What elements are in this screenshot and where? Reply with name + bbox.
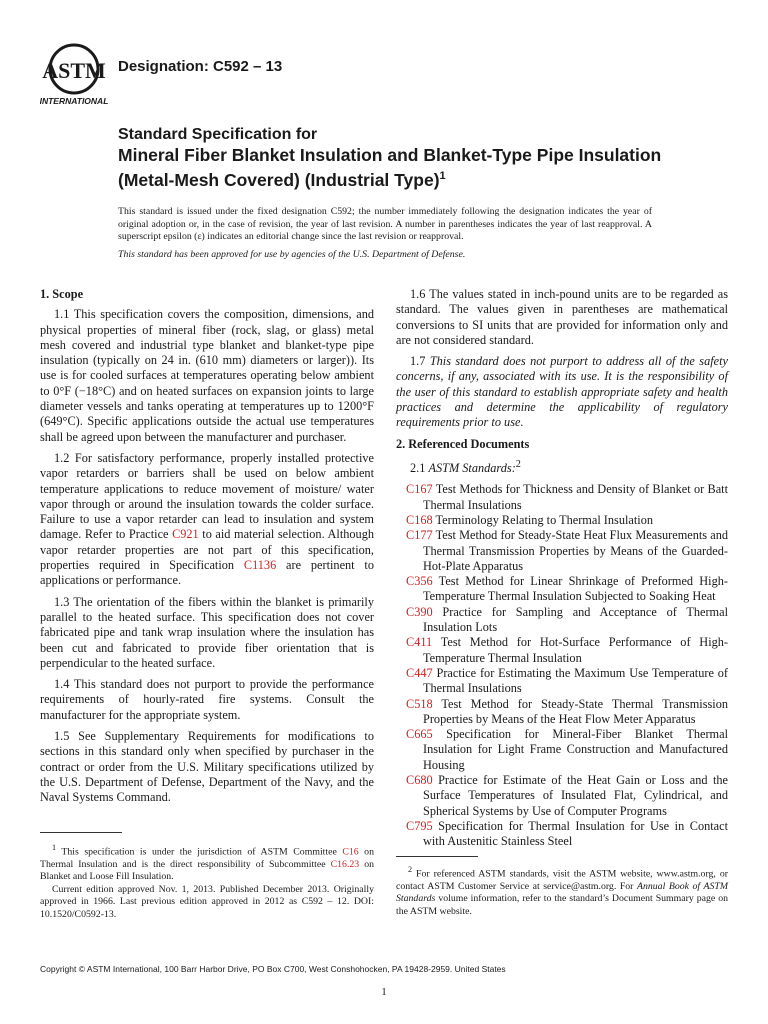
astm-standards-subheading <box>396 457 728 476</box>
standard-title: Test Methods for Thickness and Density of Blanket or Batt Thermal Insulations <box>423 482 728 512</box>
standard-title: Test Method for Steady-State Thermal Transmission Properties by Means of the Heat Flow Meter Apparatus <box>423 696 728 726</box>
referenced-documents-heading: 2. Referenced Documents <box>396 436 530 451</box>
designation: Designation: C592 – 13 <box>118 58 283 75</box>
logo-subtext: INTERNATIONAL <box>40 96 109 106</box>
standard-code-link[interactable]: C411 <box>406 635 433 650</box>
standard-list-item <box>396 513 728 528</box>
title-line-1: Standard Specification for <box>118 126 318 143</box>
link-c1136[interactable]: C1136 <box>243 558 277 573</box>
link-c16-23[interactable]: C16.23 <box>330 858 360 870</box>
footnote-1-text <box>40 842 374 884</box>
standard-code-link[interactable]: C168 <box>406 512 433 527</box>
paragraph-1-5: 1.5 See Supplementary Requirements for modifications to sections in this standard only when specified by purchaser in the contract or order from the U.S. Military specifications utilized by the U.S. Department of Defense, Department of the Navy, and the Naval Systems Command. <box>40 729 374 805</box>
footnote-1-mark: 1 <box>52 843 57 852</box>
paragraph-1-3: 1.3 The orientation of the fibers within the blanket is primarily parallel to the heated surface. This specification does not cover fabricated pipe and tank wrap insulation where the insulation has been cut and fabricated to provide fiber orientation that is perpendicular to the heated surface. <box>40 594 374 670</box>
footnote-1-text-a: This specification is under the jurisdiction of ASTM Committee <box>56 846 343 858</box>
paragraph-1-7-text: This standard does not purport to address all of the safety concerns, if any, associated with its use. It is the responsibility of the user of this standard to establish appropriate safety and health practices and determine the applicability of regulatory requirements prior to use. <box>396 354 728 430</box>
standard-code-link[interactable]: C447 <box>406 665 433 680</box>
standard-code-link[interactable]: C795 <box>406 818 433 833</box>
paragraph-1-4: 1.4 This standard does not purport to provide the performance requirements of hourly-rated fire systems. Consult the manufacturer for the appropriate system. <box>40 677 374 722</box>
standard-list-item <box>396 697 728 728</box>
standard-title: Test Method for Linear Shrinkage of Preformed High-Temperature Thermal Insulation Subjected to Soaking Heat <box>423 574 728 604</box>
footnote-2-text-b: volume information, refer to the standard’s Document Summary page on the ASTM website. <box>396 893 728 917</box>
paragraph-1-7 <box>396 354 728 430</box>
referenced-standards-list <box>396 482 728 849</box>
footnote-rule-right <box>396 856 478 857</box>
standard-title: Test Method for Hot-Surface Performance of High-Temperature Thermal Insulation <box>423 635 728 665</box>
subheading-number: 2.1 <box>410 461 429 476</box>
footnote-1-text-c: on Blanket and Loose Fill Insulation. <box>40 858 375 883</box>
subheading-label: ASTM Standards: <box>428 461 516 476</box>
document-title <box>118 124 718 191</box>
title-line-2: Mineral Fiber Blanket Insulation and Blanket-Type Pipe Insulation (Metal-Mesh Covered) (Industrial Type) <box>118 145 662 190</box>
standard-code-link[interactable]: C356 <box>406 574 433 589</box>
issue-note: This standard is issued under the fixed designation C592; the number immediately following the designation indicates the year of original adoption or, in the case of revision, the year of last revision. A number in parentheses indicates the year of last reapproval. A superscript epsilon (ε) indicates an editorial change since the last revision or reapproval. <box>118 206 652 242</box>
standard-code-link[interactable]: C177 <box>406 528 433 543</box>
standard-list-item <box>396 482 728 513</box>
standard-list-item <box>396 528 728 574</box>
astm-logo <box>40 42 112 108</box>
standard-title: Practice for Estimate of the Heat Gain or Loss and the Surface Temperatures of Insulated Flat, Cylindrical, and Spherical Systems by Use of Computer Programs <box>423 773 728 818</box>
dod-approval-note: This standard has been approved for use by agencies of the U.S. Department of Defense. <box>118 249 466 260</box>
standard-code-link[interactable]: C167 <box>406 482 433 497</box>
link-c16[interactable]: C16 <box>342 846 359 858</box>
page-number: 1 <box>381 986 387 998</box>
left-column <box>40 287 374 812</box>
paragraph-1-1: 1.1 This specification covers the composition, dimensions, and physical properties of mineral fiber (rock, slag, or glass) metal mesh covered and industrial type blanket and blanket-type pipe insulation (typically on 24 in. (610 mm) diameters or larger)). Its use is for cooled surfaces at temperatures operating below ambient to 0°F (−18°C) and on heated surfaces on expansion joints to large diameter vessels and tanks operating at temperatures up to 1200°F (649°C). Specific applications outside the actual use temperatures shall be agreed upon between the manufacturer and purchaser. <box>40 307 374 444</box>
standard-code-link[interactable]: C680 <box>406 773 433 787</box>
standard-title: Practice for Sampling and Acceptance of Thermal Insulation Lots <box>423 604 728 635</box>
standard-title: Practice for Estimating the Maximum Use Temperature of Thermal Insulations <box>423 665 728 696</box>
standard-list-item <box>396 819 728 850</box>
standard-list-item <box>396 666 728 697</box>
standard-title: Test Method for Steady-State Heat Flux Measurements and Thermal Transmission Properties by Means of the Guarded-Hot-Plate Apparatus <box>423 528 728 573</box>
standard-code-link[interactable]: C518 <box>406 696 433 711</box>
footnote-1-text-b: on Thermal Insulation and is the direct responsibility of Subcommittee <box>40 846 374 870</box>
standard-list-item <box>396 605 728 636</box>
link-c921[interactable]: C921 <box>172 527 199 542</box>
paragraph-1-2-text-a: 1.2 For satisfactory performance, properly installed protective vapor retarders or barriers shall be used on below ambient temperature applications to reduce movement of moisture/ water vapor through or around the insulation towards the colder surface. Failure to use a vapor retarder can lead to insulation and system damage. Refer to Practice <box>40 450 374 542</box>
scope-heading: 1. Scope <box>40 287 84 301</box>
paragraph-1-6: 1.6 The values stated in inch-pound units are to be regarded as standard. The values given in parentheses are mathematical conversions to SI units that are provided for information only and are not considered standard. <box>396 287 728 347</box>
standard-list-item <box>396 635 728 666</box>
paragraph-1-7-number: 1.7 <box>410 354 430 369</box>
footnote-2-text <box>396 864 728 918</box>
footnote-2-italic: Annual Book of ASTM Standards <box>396 880 729 905</box>
standard-code-link[interactable]: C390 <box>406 604 433 619</box>
standard-list-item <box>396 773 728 819</box>
standard-list-item <box>396 574 728 605</box>
standard-list-item <box>396 727 728 773</box>
logo-text: ASTM <box>42 58 106 83</box>
paragraph-1-2 <box>40 451 374 589</box>
footnote-1 <box>40 842 374 921</box>
footnote-2-mark: 2 <box>408 865 413 874</box>
footnote-rule-left <box>40 832 122 833</box>
right-column <box>396 287 728 849</box>
paragraph-1-2-text-b: to aid material selection. Although vapor retarder properties are not part of this specification, properties required in Specification <box>40 527 374 573</box>
footnote-2-text-a: For referenced ASTM standards, visit the ASTM website, www.astm.org, or contact ASTM Customer Service at service@astm.org. For <box>396 868 728 892</box>
standard-code-link[interactable]: C665 <box>406 727 433 742</box>
footnote-1-edition: Current edition approved Nov. 1, 2013. Published December 2013. Originally approved in 1966. Last previous edition approved in 2012 as C592 – 12. DOI: 10.1520/C0592-13. <box>40 883 374 920</box>
footnote-2 <box>396 864 728 918</box>
subheading-footnote-mark[interactable]: 2 <box>515 458 521 470</box>
title-footnote-mark[interactable]: 1 <box>439 170 446 182</box>
standard-title: Specification for Mineral-Fiber Blanket Thermal Insulation for Light Frame Construction and Manufactured Housing <box>423 727 728 772</box>
standard-title: Specification for Thermal Insulation for Use in Contact with Austenitic Stainless Steel <box>423 818 728 849</box>
standard-title: Terminology Relating to Thermal Insulation <box>432 512 653 527</box>
copyright-line: Copyright © ASTM International, 100 Barr Harbor Drive, PO Box C700, West Conshohocken, PA 19428-2959. United States <box>40 964 506 974</box>
paragraph-1-2-text-c: are pertinent to applications or performance. <box>40 558 374 588</box>
